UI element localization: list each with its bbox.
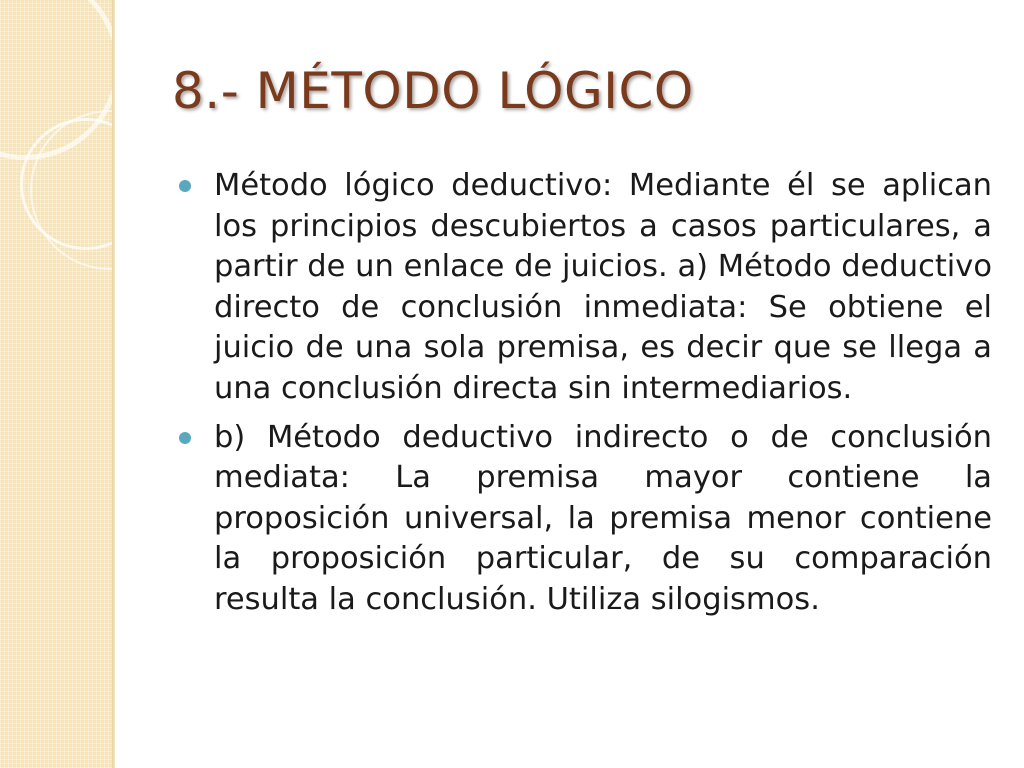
slide-title: 8.- MÉTODO LÓGICO bbox=[172, 62, 694, 120]
decorative-side-panel bbox=[0, 0, 114, 768]
bullet-item bbox=[176, 166, 992, 410]
bullet-text: Método lógico deductivo: Mediante él se aplican los principios descubiertos a casos particulares, a partir de un enlace de juicios. a) Método deductivo directo de conclusión inmediata: Se obtiene el juicio de una sola premisa, es decir que se llega a una conclusión directa sin intermediarios. bbox=[214, 168, 992, 406]
bullet-item bbox=[176, 418, 992, 621]
side-panel-edge bbox=[112, 0, 115, 768]
bullet-text: b) Método deductivo indirecto o de conclusión mediata: La premisa mayor contiene la proposición universal, la premisa menor contiene la proposición particular, de su comparación resulta la conclusión. Utiliza silogismos. bbox=[214, 419, 992, 617]
bullet-list bbox=[176, 166, 992, 629]
bullet-dot-icon bbox=[179, 180, 191, 192]
bullet-dot-icon bbox=[179, 432, 191, 444]
